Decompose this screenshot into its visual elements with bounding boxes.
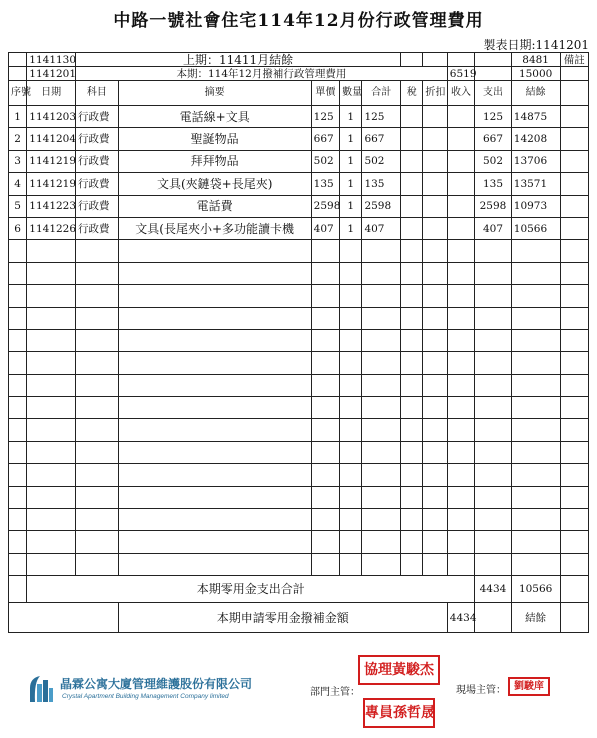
cell-unit-price: 407 bbox=[311, 217, 339, 239]
col-seq: 序號 bbox=[9, 81, 27, 106]
previous-balance: 8481 bbox=[511, 53, 560, 67]
cell-subtotal: 2598 bbox=[362, 195, 401, 217]
cell-balance: 10973 bbox=[511, 195, 560, 217]
cell-seq: 6 bbox=[9, 217, 27, 239]
cell-seq: 1 bbox=[9, 106, 27, 128]
cell-date: 1141226 bbox=[27, 217, 76, 239]
cell-quantity: 1 bbox=[340, 173, 362, 195]
cell-quantity: 1 bbox=[340, 150, 362, 172]
stamp-site-head: 劉駿庠 bbox=[508, 677, 550, 696]
current-allocation-row bbox=[9, 67, 589, 81]
empty-row bbox=[9, 553, 589, 575]
col-tax: 稅 bbox=[401, 81, 423, 106]
company-name-en: Crystal Apartment Building Management Company limited bbox=[62, 693, 229, 700]
cell-balance: 10566 bbox=[511, 217, 560, 239]
col-income: 收入 bbox=[447, 81, 474, 106]
cell-quantity: 1 bbox=[340, 128, 362, 150]
expense-total: 4434 bbox=[475, 576, 512, 603]
cell-subtotal: 502 bbox=[362, 150, 401, 172]
previous-balance-row bbox=[9, 53, 589, 67]
cell-subject: 行政費 bbox=[76, 128, 119, 150]
empty-row bbox=[9, 486, 589, 508]
company-name: 晶霖公寓大廈管理維護股份有限公司 bbox=[60, 677, 253, 691]
cell-seq: 3 bbox=[9, 150, 27, 172]
cell-date: 1141203 bbox=[27, 106, 76, 128]
cell-quantity: 1 bbox=[340, 195, 362, 217]
cell-summary: 文具(夾鏈袋+長尾夾) bbox=[118, 173, 311, 195]
document-title: 中路一號社會住宅114年12月份行政管理費用 bbox=[113, 11, 484, 31]
replenish-amount: 4434 bbox=[447, 603, 474, 633]
balance-total: 10566 bbox=[511, 576, 560, 603]
expense-total-row bbox=[9, 576, 589, 603]
carry-balance-label: 結餘 bbox=[511, 603, 560, 633]
cell-unit-price: 502 bbox=[311, 150, 339, 172]
empty-row bbox=[9, 285, 589, 307]
empty-row bbox=[9, 441, 589, 463]
empty-row bbox=[9, 307, 589, 329]
empty-row bbox=[9, 397, 589, 419]
cell-date: 1141204 bbox=[27, 128, 76, 150]
table-row bbox=[9, 106, 589, 128]
cell-unit-price: 125 bbox=[311, 106, 339, 128]
cell-balance: 13706 bbox=[511, 150, 560, 172]
col-expense: 支出 bbox=[475, 81, 512, 106]
cell-subject: 行政費 bbox=[76, 150, 119, 172]
remark-header: 備註 bbox=[560, 53, 588, 67]
expense-total-label: 本期零用金支出合計 bbox=[27, 576, 475, 603]
site-head-label: 現場主管： bbox=[456, 685, 506, 696]
cell-summary: 文具(長尾夾小+多功能讀卡機 bbox=[118, 217, 311, 239]
cell-seq: 5 bbox=[9, 195, 27, 217]
replenish-label: 本期申請零用金撥補金額 bbox=[118, 603, 447, 633]
cell-subject: 行政費 bbox=[76, 173, 119, 195]
empty-row bbox=[9, 374, 589, 396]
cell-balance: 14208 bbox=[511, 128, 560, 150]
cell-balance: 13571 bbox=[511, 173, 560, 195]
cell-expense: 135 bbox=[475, 173, 512, 195]
table-row bbox=[9, 195, 589, 217]
empty-row bbox=[9, 419, 589, 441]
dept-head-label: 部門主管： bbox=[310, 687, 360, 698]
previous-date: 1141130 bbox=[27, 53, 76, 67]
cell-summary: 拜拜物品 bbox=[118, 150, 311, 172]
col-subtotal: 合計 bbox=[362, 81, 401, 106]
stamp-manager: 協理黃駿杰 bbox=[358, 655, 440, 685]
cell-summary: 電話費 bbox=[118, 195, 311, 217]
table-row bbox=[9, 173, 589, 195]
cell-expense: 125 bbox=[475, 106, 512, 128]
current-label: 本期：114年12月撥補行政管理費用 bbox=[76, 67, 448, 81]
cell-unit-price: 2598 bbox=[311, 195, 339, 217]
cell-date: 1141219 bbox=[27, 150, 76, 172]
cell-summary: 電話線+文具 bbox=[118, 106, 311, 128]
table-row bbox=[9, 217, 589, 239]
cell-subtotal: 135 bbox=[362, 173, 401, 195]
col-subject: 科目 bbox=[76, 81, 119, 106]
empty-row bbox=[9, 352, 589, 374]
company-logo bbox=[26, 672, 286, 706]
cell-subject: 行政費 bbox=[76, 217, 119, 239]
cell-balance: 14875 bbox=[511, 106, 560, 128]
cell-subtotal: 125 bbox=[362, 106, 401, 128]
table-row bbox=[9, 150, 589, 172]
cell-quantity: 1 bbox=[340, 217, 362, 239]
previous-label: 上期：11411月結餘 bbox=[76, 53, 401, 67]
cell-summary: 聖誕物品 bbox=[118, 128, 311, 150]
cell-date: 1141223 bbox=[27, 195, 76, 217]
cell-subtotal: 407 bbox=[362, 217, 401, 239]
col-balance: 結餘 bbox=[511, 81, 560, 106]
report-date-value: 1141201 bbox=[535, 38, 589, 52]
cell-date: 1141219 bbox=[27, 173, 76, 195]
cell-seq: 2 bbox=[9, 128, 27, 150]
report-date-label: 製表日期: bbox=[483, 38, 536, 52]
empty-row bbox=[9, 240, 589, 262]
col-unit-price: 單價 bbox=[311, 81, 339, 106]
cell-subtotal: 667 bbox=[362, 128, 401, 150]
current-date: 1141201 bbox=[27, 67, 76, 81]
empty-row bbox=[9, 531, 589, 553]
table-row bbox=[9, 128, 589, 150]
cell-quantity: 1 bbox=[340, 106, 362, 128]
column-header-row bbox=[9, 81, 589, 106]
empty-row bbox=[9, 262, 589, 284]
stamp-specialist: 專員孫哲晟 bbox=[363, 698, 435, 728]
cell-subject: 行政費 bbox=[76, 195, 119, 217]
current-income: 6519 bbox=[447, 67, 474, 81]
cell-unit-price: 135 bbox=[311, 173, 339, 195]
col-summary: 摘要 bbox=[118, 81, 311, 106]
col-quantity: 數量 bbox=[340, 81, 362, 106]
report-date bbox=[484, 36, 590, 53]
empty-row bbox=[9, 464, 589, 486]
cell-expense: 2598 bbox=[475, 195, 512, 217]
col-discount: 折扣 bbox=[423, 81, 447, 106]
building-logo-icon bbox=[26, 672, 56, 704]
empty-row bbox=[9, 329, 589, 351]
cell-seq: 4 bbox=[9, 173, 27, 195]
empty-row bbox=[9, 509, 589, 531]
col-date: 日期 bbox=[27, 81, 76, 106]
cell-unit-price: 667 bbox=[311, 128, 339, 150]
replenish-request-row bbox=[9, 603, 589, 633]
cell-expense: 502 bbox=[475, 150, 512, 172]
cell-subject: 行政費 bbox=[76, 106, 119, 128]
current-balance: 15000 bbox=[511, 67, 560, 81]
cell-expense: 407 bbox=[475, 217, 512, 239]
expense-ledger-table bbox=[8, 52, 589, 633]
cell-expense: 667 bbox=[475, 128, 512, 150]
